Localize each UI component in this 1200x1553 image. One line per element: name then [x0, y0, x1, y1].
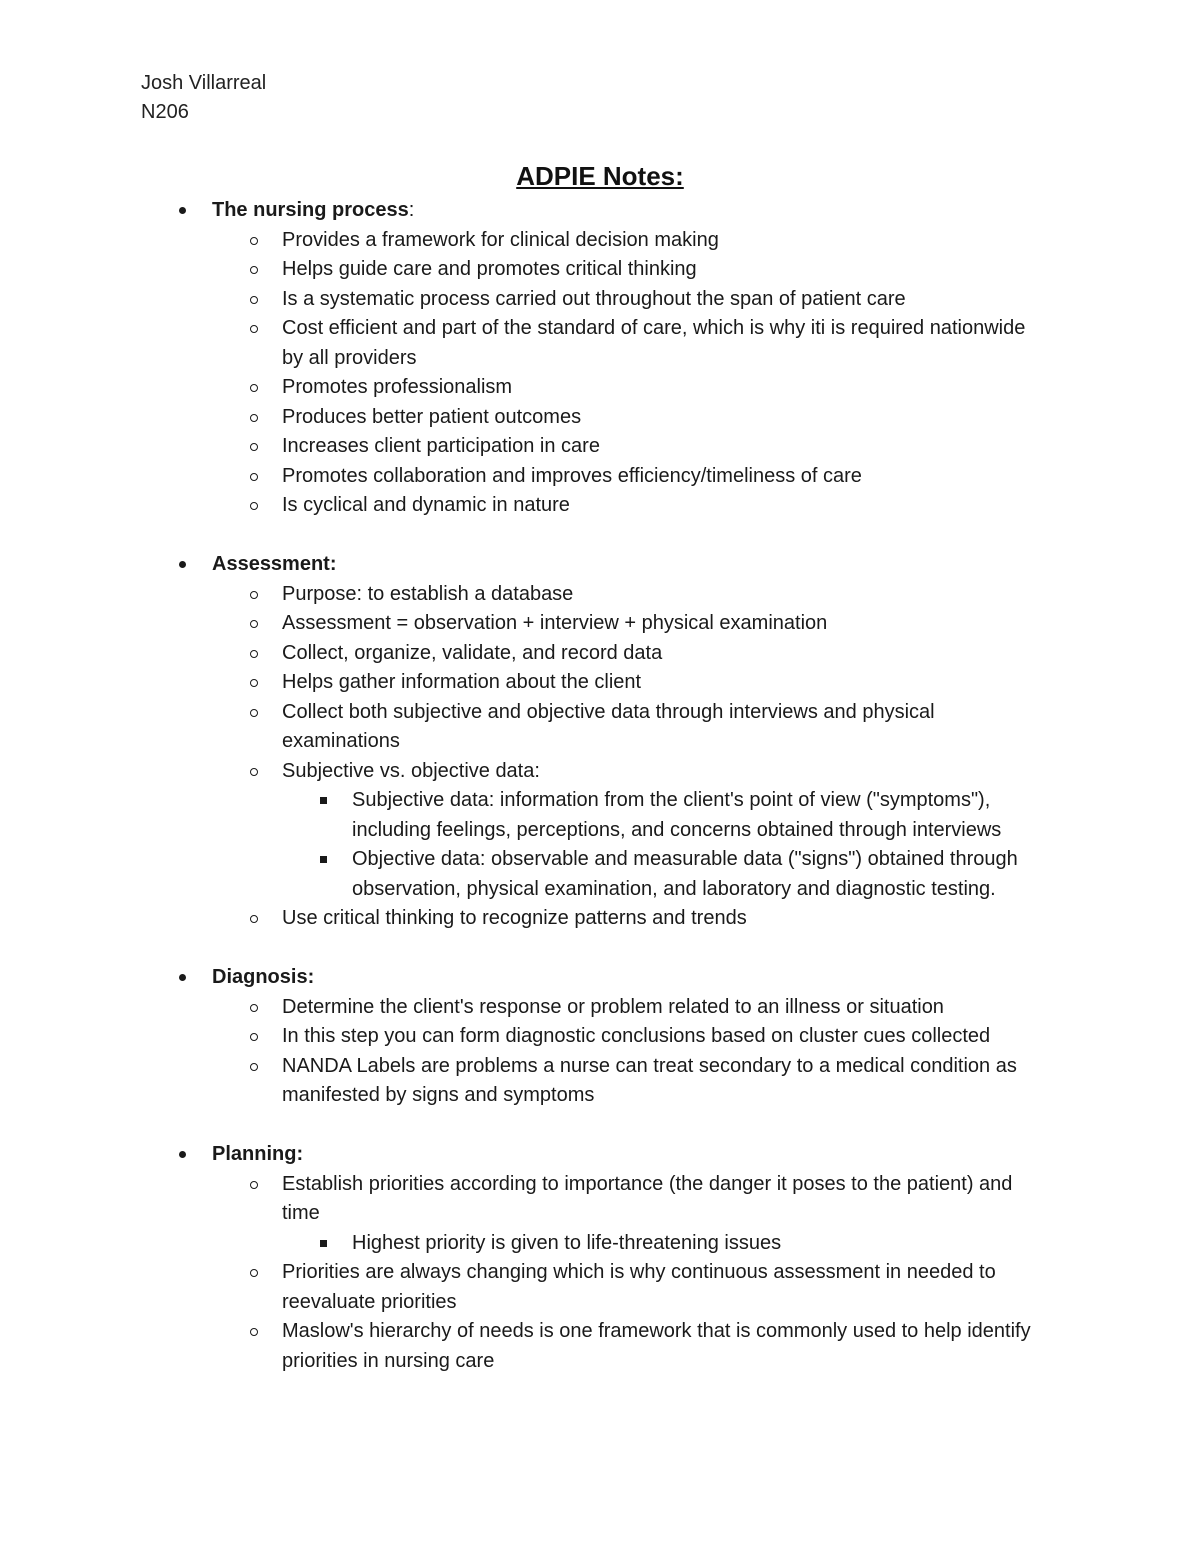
list-item-text: Is a systematic process carried out throughout the span of patient care	[282, 287, 906, 310]
list-item-text: Purpose: to establish a database	[282, 582, 574, 605]
list-item	[170, 668, 1042, 698]
list-item-text: Is cyclical and dynamic in nature	[282, 494, 570, 516]
circle-bullet-icon	[250, 1181, 258, 1189]
section-heading	[170, 550, 1070, 580]
heading-text: Planning:	[212, 1143, 304, 1165]
list-item-text: Use critical thinking to recognize patterns and trends	[282, 907, 747, 929]
circle-bullet-icon	[250, 709, 258, 717]
list-item	[170, 403, 1042, 433]
list-item	[170, 609, 1042, 639]
list-item	[170, 993, 1042, 1023]
sub-list-item-text: Subjective data: information from the client's point of view ("symptoms"), including feelings, perceptions, and concerns obtained through interviews	[352, 789, 1002, 841]
list-item	[170, 255, 1042, 285]
heading-text: Assessment:	[212, 553, 337, 575]
list-item	[170, 1170, 1042, 1229]
list-item-text: Collect, organize, validate, and record data	[282, 641, 663, 664]
list-item	[170, 226, 1042, 256]
section-heading	[170, 196, 1070, 226]
course-code: N206	[141, 101, 189, 123]
circle-bullet-icon	[250, 1328, 258, 1336]
circle-bullet-icon	[250, 620, 258, 628]
author-name: Josh Villarreal	[141, 72, 267, 94]
section-heading	[170, 1140, 1070, 1170]
section-assessment	[170, 550, 1070, 934]
sub-list-item	[170, 786, 1057, 845]
circle-bullet-icon	[250, 414, 258, 422]
circle-bullet-icon	[250, 1269, 258, 1277]
list-item	[170, 432, 1042, 462]
disc-bullet-icon	[179, 207, 186, 214]
heading-suffix: :	[408, 199, 415, 221]
circle-bullet-icon	[250, 296, 258, 304]
list-item	[170, 639, 1042, 669]
circle-bullet-icon	[250, 237, 258, 245]
list-item	[170, 285, 1042, 315]
circle-bullet-icon	[250, 1063, 258, 1071]
section-diagnosis	[170, 963, 1070, 1111]
square-bullet-icon	[320, 1240, 327, 1247]
circle-bullet-icon	[250, 915, 258, 923]
circle-bullet-icon	[250, 1004, 258, 1012]
circle-bullet-icon	[250, 473, 258, 481]
list-item-text: NANDA Labels are problems a nurse can treat secondary to a medical condition as manifested by signs and symptoms	[282, 1054, 1017, 1106]
square-bullet-icon	[320, 797, 327, 804]
list-item-text: Provides a framework for clinical decision making	[282, 228, 719, 251]
notes-body	[170, 196, 1070, 1376]
list-item-text: Promotes professionalism	[282, 376, 513, 398]
sub-list-item-text: Objective data: observable and measurable data ("signs") obtained through observation, physical examination, and laboratory and diagnostic testing.	[352, 848, 1018, 900]
heading-text: Diagnosis:	[212, 966, 315, 988]
list-item-text: Assessment = observation + interview + physical examination	[282, 612, 828, 634]
disc-bullet-icon	[179, 974, 186, 981]
list-item	[170, 373, 1042, 403]
sub-list-item	[170, 1229, 1057, 1259]
list-item-text: Promotes collaboration and improves efficiency/timeliness of care	[282, 464, 862, 487]
list-item-text: Establish priorities according to importance (the danger it poses to the patient) and time	[282, 1172, 1013, 1224]
circle-bullet-icon	[250, 443, 258, 451]
list-item-text: Produces better patient outcomes	[282, 405, 582, 428]
heading-text: The nursing process	[212, 199, 409, 221]
circle-bullet-icon	[250, 768, 258, 776]
circle-bullet-icon	[250, 325, 258, 333]
disc-bullet-icon	[179, 1151, 186, 1158]
disc-bullet-icon	[179, 561, 186, 568]
list-item	[170, 1022, 1042, 1052]
circle-bullet-icon	[250, 502, 258, 510]
list-item	[170, 1317, 1042, 1376]
list-item	[170, 491, 1042, 521]
sub-list-item-text: Highest priority is given to life-threatening issues	[352, 1231, 782, 1254]
list-item-text: Determine the client's response or problem related to an illness or situation	[282, 995, 944, 1018]
list-item-text: In this step you can form diagnostic conclusions based on cluster cues collected	[282, 1025, 991, 1047]
list-item-text: Helps gather information about the client	[282, 671, 642, 693]
list-item-text: Helps guide care and promotes critical thinking	[282, 258, 697, 280]
list-item-text: Subjective vs. objective data:	[282, 759, 540, 782]
list-item-text: Priorities are always changing which is why continuous assessment in needed to reevaluate priorities	[282, 1261, 996, 1313]
list-item	[170, 904, 1042, 934]
list-item	[170, 462, 1042, 492]
sub-list-item	[170, 845, 1057, 904]
section-planning	[170, 1140, 1070, 1376]
list-item-text: Collect both subjective and objective data through interviews and physical examinations	[282, 700, 935, 752]
circle-bullet-icon	[250, 650, 258, 658]
list-item	[170, 314, 1042, 373]
list-item	[170, 1052, 1042, 1111]
list-item	[170, 1258, 1042, 1317]
circle-bullet-icon	[250, 591, 258, 599]
list-item	[170, 757, 1042, 787]
list-item	[170, 580, 1042, 610]
circle-bullet-icon	[250, 266, 258, 274]
section-nursing-process	[170, 196, 1070, 521]
list-item-text: Maslow's hierarchy of needs is one framework that is commonly used to help identify priorities in nursing care	[282, 1320, 1031, 1372]
circle-bullet-icon	[250, 384, 258, 392]
list-item	[170, 698, 1042, 757]
section-heading	[170, 963, 1070, 993]
page-title: ADPIE Notes:	[516, 161, 684, 191]
circle-bullet-icon	[250, 1033, 258, 1041]
circle-bullet-icon	[250, 679, 258, 687]
list-item-text: Cost efficient and part of the standard of care, which is why iti is required nationwide by all providers	[282, 317, 1026, 369]
square-bullet-icon	[320, 856, 327, 863]
list-item-text: Increases client participation in care	[282, 435, 600, 457]
